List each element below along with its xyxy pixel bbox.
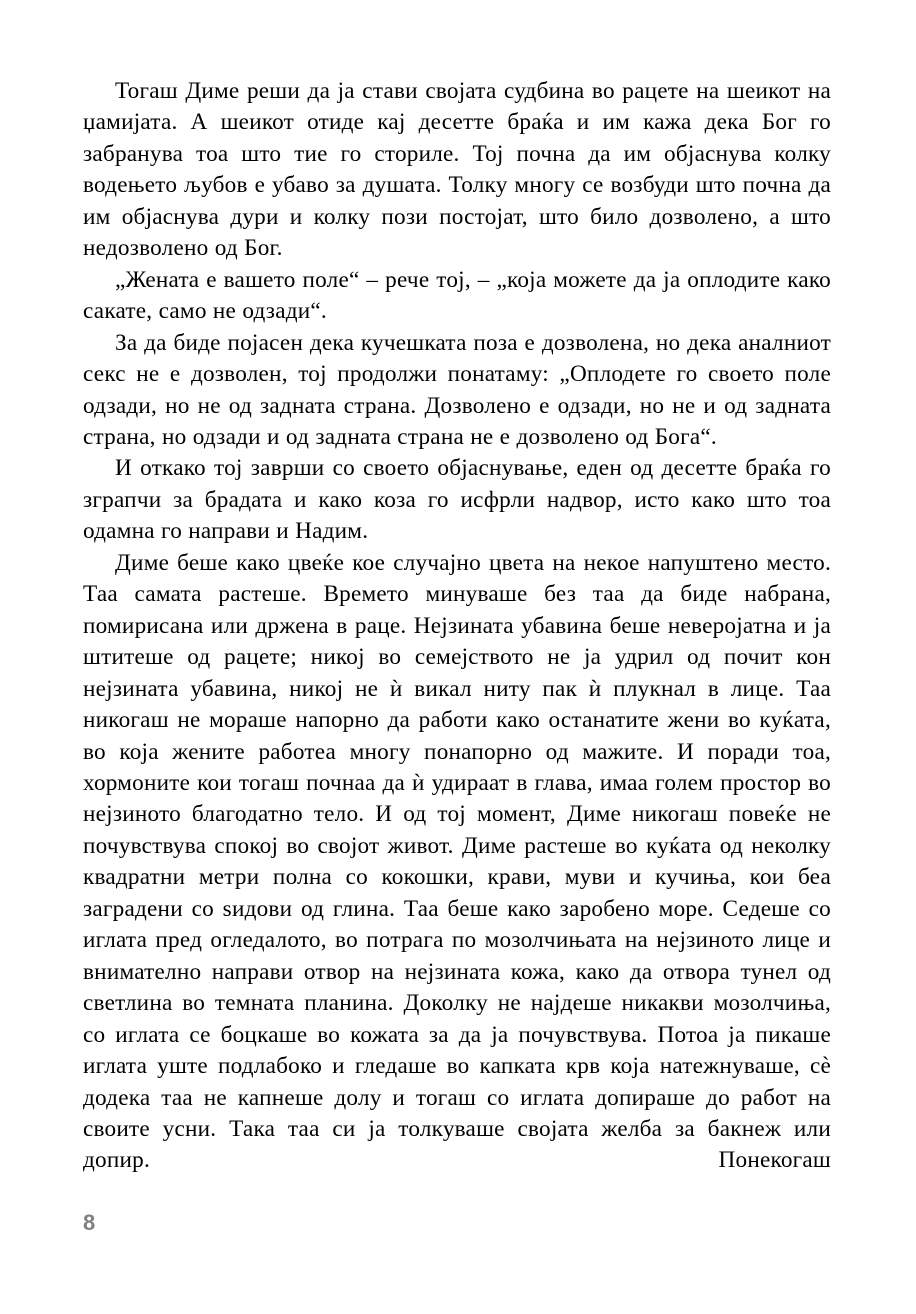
paragraph-4: И откако тој заврши со своето објаснување, еден од десетте браќа го зграпчи за брадата и како коза го исфрли надвор, исто како што тоа одамна го направи и Надим. xyxy=(83,455,831,545)
paragraph-2: „Женатa е вашето поле“ – рече тој, – „која можете да ја оплодите како сакате, само не одзади“. xyxy=(83,266,831,325)
paragraph-5: Диме беше како цвеќе кое случајно цвета на некое напуштено место. Таа самата растеше. Времето минуваше без таа да биде набрана, помирисана или држена в раце. Нејзината убавина беше неверојатна и ја штитеше од рацете; никој во семејството не ја удрил од почит кон нејзината убавина, никој не ѝ викал ниту пак ѝ плукнал в лице. Таа никогаш не мораше напорно да работи како останатите жени во куќата, во која жените работеа многу понапорно од мажите. И поради тоа, хормоните кои тогаш почнаа да ѝ удираат в глава, имаа голем простор во нејзиното благодатно тело. И од тој момент, Диме никогаш повеќе не почувствува спокој во својот живот. Диме растеше во куќата од неколку квадратни метри полна со кокошки, крави, муви и кучиња, кои беа заградени со ѕидови од глина. Таа беше како заробено море. Седеше со иглата пред огледалото, во потрага по мозолчињата на нејзиното лице и внимателно направи отвор на нејзината кожа, како да отвора тунел од светлина во темната планина. Доколку не најдеше никакви мозолчиња, со иглата се боцкаше во кожата за да ја почувствува. Потоа ја пикаше иглата уште подлабоко и гледаше во капката крв која натежнуваше, сѐ додека таа не капнеше долу и тогаш со иглата допираше до работ на своите усни. Така таа си ја толкуваше својата желба за бакнеж или допир. Понекогаш xyxy=(83,549,831,1174)
paragraph-3: За да биде појасен дека кучешката поза е дозволена, но дека аналниот секс не е дозволен, тој продолжи понатаму: „Оплодете го своето поле одзади, но не од задната страна. Дозволено е одзади, но не и од задната страна, но одзади и од задната страна не е дозволено од Бога“. xyxy=(83,329,831,450)
page-number: 8 xyxy=(83,1210,96,1235)
paragraph-1: Тогаш Диме реши да ја стави својата судбина во рацете на шеикот на џамијата. А шеикот отиде кај десетте браќа и им кажа дека Бог го забранува тоа што тие го сториле. Тој почна да им објаснува колку водењето љубов е убаво за душата. Толку многу се возбуди што почна да им објаснува дури и колку пози постојат, што било дозволено, а што недозволено од Бог. xyxy=(83,78,831,262)
page-text-body xyxy=(83,76,831,1208)
